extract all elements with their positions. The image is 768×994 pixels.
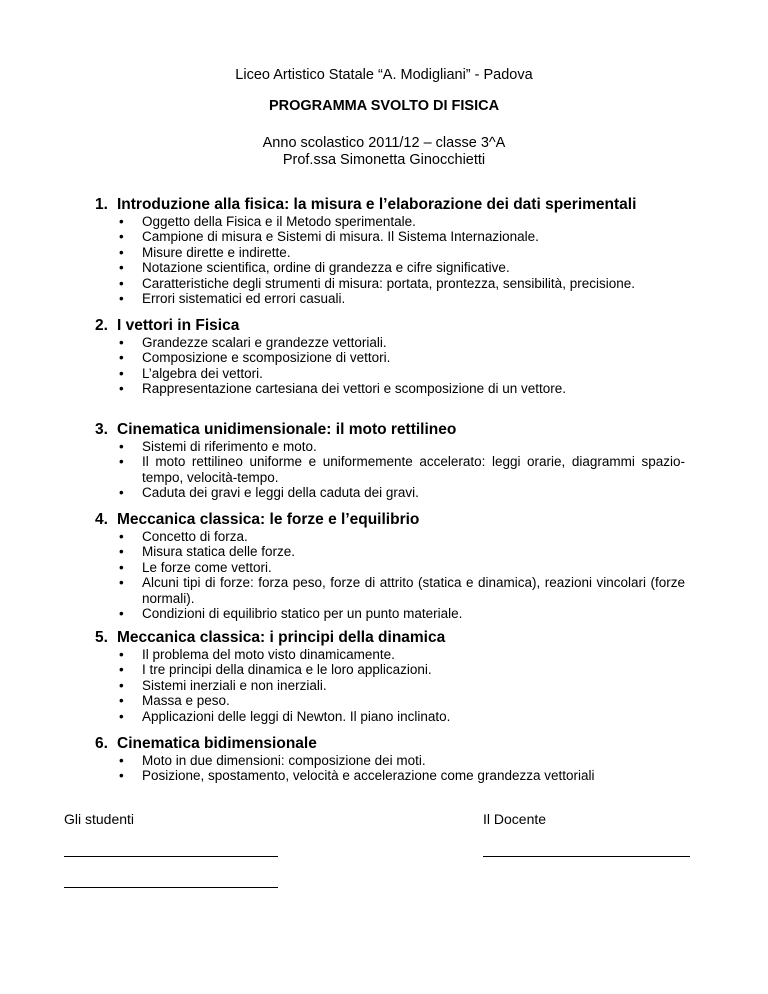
section-number: 4.: [95, 511, 108, 528]
bullet-icon: •: [119, 229, 124, 245]
bullet-icon: •: [119, 244, 124, 260]
list-item: • Oggetto della Fisica e il Metodo sperimentale.: [119, 214, 416, 229]
list-item: • Il problema del moto visto dinamicamente.: [119, 647, 395, 662]
list-item: • Grandezze scalari e grandezze vettoriali.: [119, 335, 387, 350]
bullet-icon: •: [119, 350, 124, 366]
bullet-icon: •: [119, 454, 124, 470]
section-number: 6.: [95, 735, 108, 752]
bullet-icon: •: [119, 708, 124, 724]
school-name: Liceo Artistico Statale “A. Modigliani” - Padova: [235, 67, 533, 83]
bullet-icon: •: [119, 544, 124, 560]
bullet-icon: •: [119, 677, 124, 693]
section-title: Meccanica classica: i principi della dinamica: [117, 629, 446, 646]
list-item: • Posizione, spostamento, velocità e accelerazione come grandezza vettoriali: [119, 768, 595, 784]
list-item: • Rappresentazione cartesiana dei vettori e scomposizione di un vettore.: [119, 381, 566, 397]
section-title: Cinematica unidimensionale: il moto rettilineo: [117, 421, 457, 438]
section-3: [95, 421, 685, 501]
list-item: • Notazione scientifica, ordine di grandezza e cifre significative.: [119, 260, 510, 276]
list-item: • Concetto di forza.: [119, 529, 248, 544]
section-4: [95, 511, 685, 621]
list-item: • Massa e peso.: [119, 693, 230, 709]
list-item: • Sistemi inerziali e non inerziali.: [119, 677, 327, 693]
bullet-icon: •: [119, 662, 124, 678]
section-number: 2.: [95, 317, 108, 334]
bullet-icon: •: [119, 693, 124, 709]
topic-list: [95, 647, 685, 724]
list-item: • Errori sistematici ed errori casuali.: [119, 291, 346, 307]
bullet-icon: •: [119, 260, 124, 276]
bullet-icon: •: [119, 214, 124, 229]
section-6: [95, 735, 685, 784]
list-item: • Campione di misura e Sistemi di misura. Il Sistema Internazionale.: [119, 229, 539, 245]
bullet-icon: •: [119, 606, 124, 622]
list-item: • Applicazioni delle leggi di Newton. Il piano inclinato.: [119, 708, 451, 724]
section-1: [95, 196, 685, 306]
section-heading: [95, 511, 685, 529]
teacher-signature-line: [483, 856, 690, 857]
section-number: 3.: [95, 421, 108, 438]
bullet-icon: •: [119, 575, 124, 591]
bullet-icon: •: [119, 768, 124, 784]
section-title: Introduzione alla fisica: la misura e l’elaborazione dei dati sperimentali: [117, 196, 637, 213]
bullet-icon: •: [119, 275, 124, 291]
list-item: • I tre principi della dinamica e le loro applicazioni.: [119, 662, 432, 678]
list-item: • Caratteristiche degli strumenti di misura: portata, prontezza, sensibilità, precisione.: [119, 275, 635, 291]
topic-list: [95, 753, 685, 784]
section-heading: [95, 317, 685, 335]
list-item: • Le forze come vettori.: [119, 559, 272, 575]
bullet-icon: •: [119, 365, 124, 381]
section-5: [95, 629, 685, 724]
topic-list: [95, 529, 685, 621]
document-title: PROGRAMMA SVOLTO DI FISICA: [268, 98, 500, 114]
list-item: • Moto in due dimensioni: composizione dei moti.: [119, 753, 426, 768]
section-title: Cinematica bidimensionale: [117, 735, 317, 752]
section-heading: [95, 735, 685, 753]
list-item: • Misura statica delle forze.: [119, 544, 296, 560]
bullet-icon: •: [119, 291, 124, 307]
list-item: • Alcuni tipi di forze: forza peso, forze di attrito (statica e dinamica), reazioni vincolari (forze normali).: [119, 575, 685, 606]
bullet-icon: •: [119, 381, 124, 397]
bullet-icon: •: [119, 485, 124, 501]
section-heading: [95, 421, 685, 439]
student-signature-line-2: [64, 887, 278, 888]
bullet-icon: •: [119, 335, 124, 350]
section-2: [95, 317, 685, 397]
list-item: • Caduta dei gravi e leggi della caduta dei gravi.: [119, 485, 419, 501]
list-item: • L’algebra dei vettori.: [119, 365, 263, 381]
list-item: • Condizioni di equilibrio statico per un punto materiale.: [119, 606, 463, 622]
teacher-name: Prof.ssa Simonetta Ginocchietti: [282, 152, 486, 168]
bullet-icon: •: [119, 753, 124, 768]
section-heading: [95, 196, 685, 214]
school-year: Anno scolastico 2011/12 – classe 3^A: [262, 135, 506, 151]
bullet-icon: •: [119, 559, 124, 575]
list-item: • Misure dirette e indirette.: [119, 244, 291, 260]
topic-list: [95, 214, 685, 306]
list-item: • Composizione e scomposizione di vettori.: [119, 350, 391, 366]
list-item: • Sistemi di riferimento e moto.: [119, 439, 317, 454]
student-signature-line-1: [64, 856, 278, 857]
section-number: 1.: [95, 196, 108, 213]
section-number: 5.: [95, 629, 108, 646]
section-title: Meccanica classica: le forze e l’equilibrio: [117, 511, 420, 528]
bullet-icon: •: [119, 529, 124, 544]
topic-list: [95, 439, 685, 501]
bullet-icon: •: [119, 439, 124, 454]
topic-list: [95, 335, 685, 397]
students-label: Gli studenti: [64, 811, 135, 827]
section-heading: [95, 629, 685, 647]
section-title: I vettori in Fisica: [117, 317, 240, 334]
teacher-label: Il Docente: [483, 811, 547, 827]
bullet-icon: •: [119, 647, 124, 662]
list-item: • Il moto rettilineo uniforme e uniformemente accelerato: leggi orarie, diagrammi spazio-tempo, velocità-tempo.: [119, 454, 685, 485]
